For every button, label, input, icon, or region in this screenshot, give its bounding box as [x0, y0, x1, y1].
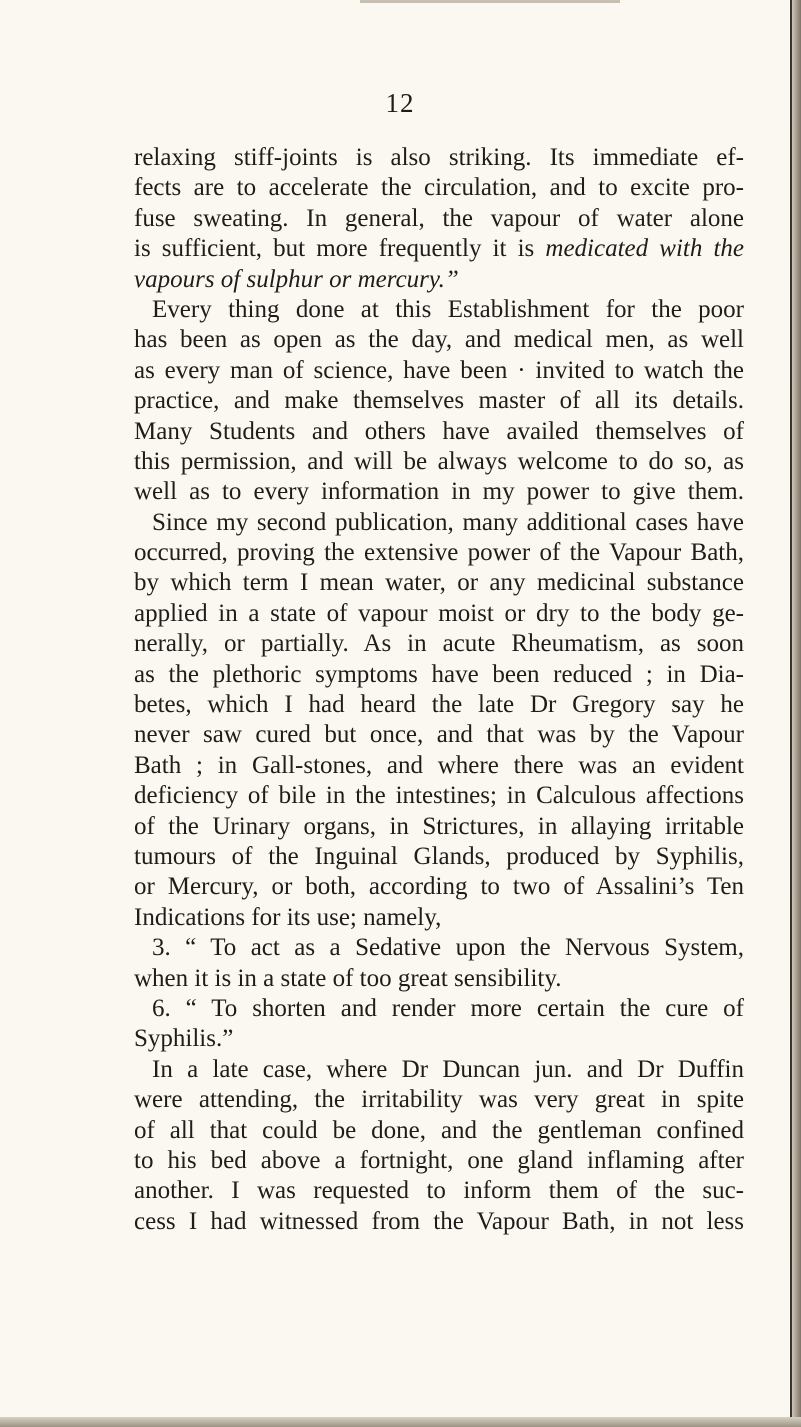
text-line: never saw cured but once, and that was by the Vapour — [134, 721, 744, 749]
text-line: Indications for its use; namely, — [134, 903, 442, 931]
text-line: fuse sweating. In general, the vapour of water alone — [134, 204, 744, 232]
page-top-shadow — [360, 0, 620, 3]
text-line: 6. “ To shorten and render more certain the cure of — [152, 994, 744, 1022]
text-line: practice, and make themselves master of all its details. — [134, 387, 744, 415]
text-line: 3. “ To act as a Sedative upon the Nervous System, — [152, 934, 744, 962]
text-line: Syphilis.” — [134, 1025, 234, 1053]
text-line: nerally, or partially. As in acute Rheumatism, as soon — [134, 630, 744, 658]
text-line: this permission, and will be always welcome to do so, as — [134, 447, 744, 475]
text-line: relaxing stiff-joints is also striking. Its immediate ef- — [134, 144, 744, 171]
text-line: of all that could be done, and the gentleman confined — [134, 1116, 744, 1144]
text-line: occurred, proving the extensive power of the Vapour Bath, — [134, 539, 744, 567]
text-line: or Mercury, or both, according to two of Assalini’s Ten — [134, 873, 744, 901]
text-line: betes, which I had heard the late Dr Gregory say he — [134, 691, 744, 719]
page-number: 12 — [385, 88, 415, 118]
italic-phrase: medicated with the — [545, 235, 745, 263]
text-line: to his bed above a fortnight, one gland inflaming after — [134, 1146, 744, 1174]
text-line: has been as open as the day, and medical men, as well — [134, 326, 744, 354]
text-line: In a late case, where Dr Duncan jun. and Dr Duffin — [152, 1055, 744, 1083]
text-line: by which term I mean water, or any medicinal substance — [134, 569, 744, 597]
text-line: cess I had witnessed from the Vapour Bath, in not less — [134, 1207, 744, 1235]
page-binding-line — [790, 0, 792, 1418]
page-bottom-edge — [0, 1417, 801, 1427]
text-line: fects are to accelerate the circulation, and to excite pro- — [134, 174, 744, 202]
text-line: Many Students and others have availed themselves of — [134, 417, 744, 445]
text-line: as the plethoric symptoms have been reduced ; in Dia- — [134, 660, 744, 688]
text-line: vapours of sulphur or mercury.” — [134, 265, 459, 293]
text-line — [134, 234, 744, 264]
body-text — [134, 143, 744, 1237]
text-line: as every man of science, have been · invited to watch the — [134, 356, 744, 384]
text-line: Every thing done at this Establishment for the poor — [152, 295, 744, 323]
text-line: tumours of the Inguinal Glands, produced by Syphilis, — [134, 842, 744, 870]
text-line: of the Urinary organs, in Strictures, in allaying irritable — [134, 812, 744, 840]
text-line: were attending, the irritability was very great in spite — [134, 1086, 744, 1114]
text-line: when it is in a state of too great sensibility. — [134, 964, 562, 992]
text-line: applied in a state of vapour moist or dry to the body ge- — [134, 599, 744, 627]
text-line: deficiency of bile in the intestines; in Calculous affections — [134, 782, 744, 810]
text-segment: is sufficient, but more frequently it is — [134, 235, 546, 263]
text-line: well as to every information in my power to give them. — [134, 478, 744, 506]
text-line: another. I was requested to inform them of the suc- — [134, 1177, 744, 1205]
text-line: Since my second publication, many additional cases have — [152, 508, 744, 536]
text-line: Bath ; in Gall-stones, and where there was an evident — [134, 751, 744, 779]
